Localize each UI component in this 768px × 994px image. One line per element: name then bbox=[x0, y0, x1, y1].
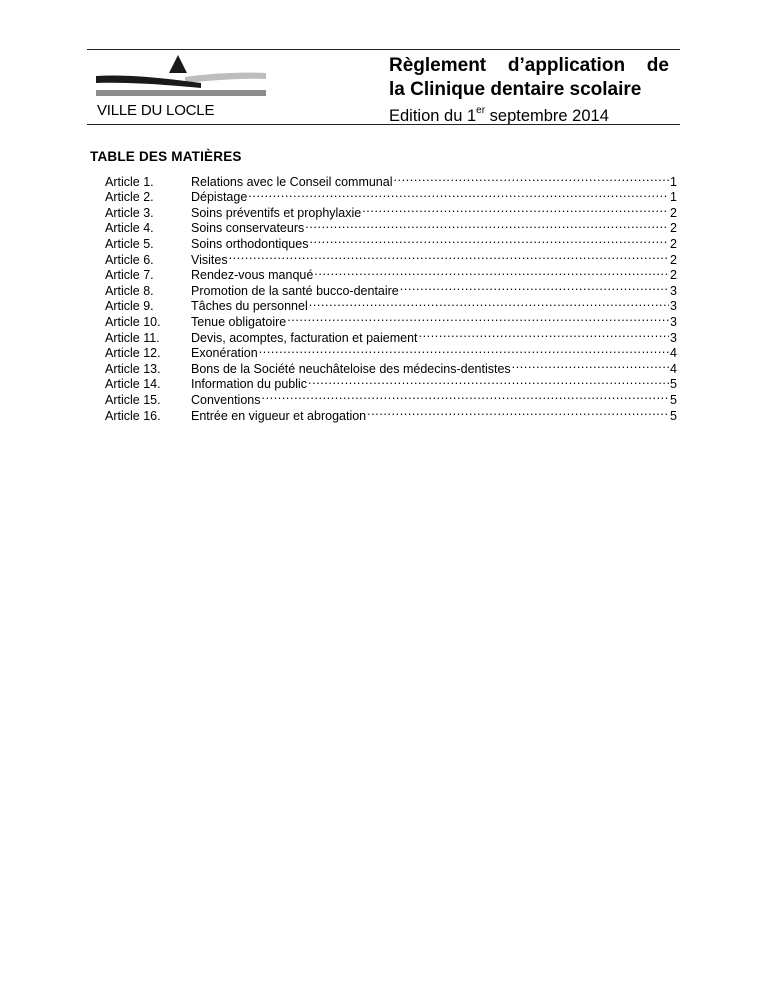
toc-entry-title: Soins préventifs et prophylaxie bbox=[191, 205, 362, 220]
toc-dot-leader bbox=[308, 373, 669, 389]
toc-dot-leader bbox=[305, 217, 669, 233]
toc-entry-page: 3 bbox=[670, 314, 677, 329]
header-top-rule bbox=[87, 49, 680, 50]
toc-entry-title: Information du public bbox=[191, 377, 308, 392]
toc-dot-leader bbox=[309, 232, 669, 248]
toc-entry-page: 1 bbox=[670, 174, 677, 189]
toc-entry-title: Tâches du personnel bbox=[191, 299, 308, 314]
toc-dot-leader bbox=[362, 201, 669, 217]
toc-entry-title: Relations avec le Conseil communal bbox=[191, 174, 393, 189]
toc-entry-number: Article 14. bbox=[105, 377, 161, 392]
toc-entry-title: Entrée en vigueur et abrogation bbox=[191, 408, 367, 423]
toc-dot-leader bbox=[400, 279, 669, 295]
logo-text: VILLE DU LOCLE bbox=[97, 102, 215, 119]
toc-entry-page: 2 bbox=[670, 268, 677, 283]
toc-entry-page: 4 bbox=[670, 346, 677, 361]
toc-entry-title: Soins orthodontiques bbox=[191, 236, 309, 251]
title-word: d’application bbox=[507, 55, 626, 76]
toc-entry-number: Article 9. bbox=[105, 299, 154, 314]
toc-entry-page: 5 bbox=[670, 392, 677, 407]
toc-dot-leader bbox=[287, 310, 669, 326]
toc-entry-number: Article 3. bbox=[105, 205, 154, 220]
document-title-line-2: la Clinique dentaire scolaire bbox=[389, 79, 642, 100]
toc-entry[interactable] bbox=[105, 170, 677, 189]
toc-entry-page: 2 bbox=[670, 252, 677, 267]
toc-entry-title: Tenue obligatoire bbox=[191, 314, 287, 329]
toc-dot-leader bbox=[419, 326, 670, 342]
toc-entry-page: 4 bbox=[670, 361, 677, 376]
document-title-block bbox=[389, 54, 679, 127]
toc-entry-number: Article 4. bbox=[105, 221, 154, 236]
toc-entry-page: 1 bbox=[670, 190, 677, 205]
toc-entry-number: Article 5. bbox=[105, 236, 154, 251]
header-bottom-rule bbox=[87, 124, 680, 125]
title-word: de bbox=[646, 55, 669, 76]
logo-mark bbox=[93, 53, 271, 101]
toc-entry-number: Article 10. bbox=[105, 314, 161, 329]
toc-entry-title: Promotion de la santé bucco-dentaire bbox=[191, 283, 399, 298]
toc-dot-leader bbox=[367, 404, 669, 420]
edition-superscript: er bbox=[476, 105, 486, 116]
toc-entry-number: Article 11. bbox=[105, 330, 160, 345]
edition-suffix: septembre 2014 bbox=[485, 107, 609, 125]
document-title-line-1 bbox=[389, 54, 669, 78]
toc-dot-leader bbox=[309, 295, 669, 311]
toc-entry-number: Article 16. bbox=[105, 408, 161, 423]
toc-dot-leader bbox=[229, 248, 669, 264]
toc-entry-number: Article 8. bbox=[105, 283, 154, 298]
edition-prefix: Edition du 1 bbox=[389, 107, 477, 125]
toc-entry-number: Article 15. bbox=[105, 392, 161, 407]
toc-entry-title: Rendez-vous manqué bbox=[191, 268, 314, 283]
toc-entry-page: 3 bbox=[670, 330, 677, 345]
toc-heading: TABLE DES MATIÈRES bbox=[90, 149, 242, 164]
toc-entry-title: Devis, acomptes, facturation et paiement bbox=[191, 330, 418, 345]
toc-entry-title: Exonération bbox=[191, 346, 258, 361]
toc-entry-title: Conventions bbox=[191, 392, 261, 407]
title-word: Règlement bbox=[389, 55, 487, 76]
toc-dot-leader bbox=[262, 388, 670, 404]
toc-dot-leader bbox=[259, 342, 669, 358]
toc-dot-leader bbox=[314, 264, 669, 280]
toc-entry-number: Article 13. bbox=[105, 361, 161, 376]
toc-entry-page: 2 bbox=[670, 236, 677, 251]
toc-entry-page: 5 bbox=[670, 377, 677, 392]
toc-entry-page: 3 bbox=[670, 283, 677, 298]
toc-entry-title: Bons de la Société neuchâteloise des médecins-dentistes bbox=[191, 361, 511, 376]
table-of-contents bbox=[105, 170, 677, 423]
toc-dot-leader bbox=[393, 170, 669, 186]
toc-entry-number: Article 12. bbox=[105, 346, 161, 361]
logo bbox=[93, 53, 271, 119]
toc-entry-title: Visites bbox=[191, 252, 228, 267]
toc-entry-page: 2 bbox=[670, 221, 677, 236]
toc-entry-number: Article 7. bbox=[105, 268, 154, 283]
toc-entry-page: 3 bbox=[670, 299, 677, 314]
toc-entry-page: 2 bbox=[670, 205, 677, 220]
toc-entry-title: Soins conservateurs bbox=[191, 221, 305, 236]
toc-entry-page: 5 bbox=[670, 408, 677, 423]
toc-dot-leader bbox=[512, 357, 669, 373]
toc-entry-number: Article 6. bbox=[105, 252, 154, 267]
toc-entry-number: Article 2. bbox=[105, 190, 154, 205]
toc-entry-title: Dépistage bbox=[191, 190, 248, 205]
toc-entry-number: Article 1. bbox=[105, 174, 154, 189]
toc-dot-leader bbox=[248, 186, 669, 202]
